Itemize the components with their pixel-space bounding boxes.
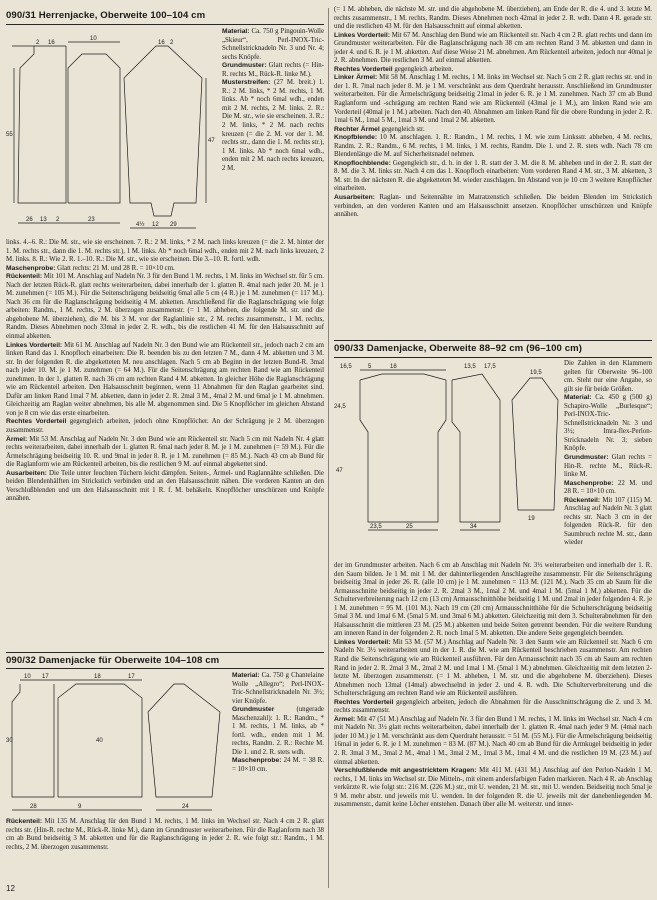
dim-label: 47 — [208, 138, 215, 144]
dim-label: 19 — [528, 516, 535, 522]
text-block-33-instructions — [334, 562, 652, 896]
section-title-090-33: 090/33 Damenjacke, Oberweite 88–92 cm (96–100 cm) — [334, 343, 583, 354]
para-label: Grundmuster — [232, 706, 275, 714]
section-title-090-32: 090/32 Damenjacke für Oberweite 104–108 cm — [6, 655, 220, 666]
dim-label: 23 — [88, 217, 95, 223]
dim-label: 2 — [56, 217, 60, 223]
text-block-33-materials — [564, 360, 652, 560]
section-rule — [6, 668, 324, 669]
para-text: Gegengleich str., d. h. in der 1. R. statt der 3. M. die 8. M. abheben und in der 2. R. statt der 8. M. die 3. M. links str. Nach 4 cm das 1. Knopfloch einarbeiten: Vom vorderen Rand 4 M. str., 3 M. abketten, 3 M. str. In der nächsten R. die abgeketteten M. wieder zuschlagen. Im Abstand von je 10 cm 3 weitere Knopflöcher einarbeiten. — [334, 159, 652, 193]
section-rule — [6, 24, 324, 25]
para-text: Mit 67 M. Anschlag den Bund wie am Rückenteil str. Nach 4 cm 2 R. glatt rechts und dann im Grundmuster weiterarbeiten. Für die Raglanschrägung nach 38 cm am rechten Rand 3 M. abketten und dann in jeder 4. und 6. R. je 1 M. abketten. Auf diese Weise 21 M. abnehmen. Am Rückenteil arbeiten, jedoch nur 40mal je 2. R. abnehmen. Die restlichen 3 M. auf einmal abketten. — [334, 31, 652, 65]
dim-label: 4½ — [136, 222, 145, 228]
para-label: Maschenprobe: — [6, 264, 56, 272]
dim-label: 55 — [6, 132, 13, 138]
dim-label: 12 — [152, 222, 159, 228]
dim-label: 26 — [26, 217, 33, 223]
dim-label: 16,5 — [340, 364, 352, 370]
text-block-32-instructions — [6, 818, 324, 880]
para-text: gegengleich str. — [379, 125, 425, 133]
dim-label: 13,5 — [464, 364, 476, 370]
para-label: Material: — [564, 394, 592, 402]
para-text: der im Grundmuster arbeiten. Nach 6 cm ab Anschlag mit Nadeln Nr. 3½ weiterarbeiten und innerhalb der 1. R. den Saum bilden. Je 1 M. mit 1 M. der dahinterliegenden Anschlagreihe zusammenstr. Für die Seitenschrägung beidseitig 3mal in jeder 26. R. (alle 10 cm) je 1 M. zunehmen = 113 M. (121 M.). Nach 35 cm ab Saum für die Armausschnitte beidseitig in jeder 2. R. 2mal 3 M., 1mal 2 M. und 4mal 1 M. (5mal 1 M.) abketten. Für die Schulterverbreiterung nach 12 cm (13 cm) Armausschnitthöhe beidseitig 1 M. und 2mal in jeder folgenden 4. R. je 1 M. zunehmen = 95 M. (101 M.). Nach 19 cm (20 cm) Armausschnitthöhe für die Schulterschrägung beidseitig 5mal 3 M. und 1mal 6 M. (5mal 5 M. und 3mal 6 M.) abketten. Gleichzeitig mit dem 3. Schulterabnehmen für den Halsausschnitt die mittleren 23 M. (25 M.) abketten und beide Seiten getrennt beenden. Für die weitere Rundung am inneren Rand in der folgenden 2. R. noch 1mal 5 M. abketten. Die andere Seite gegengleich beenden. — [334, 562, 652, 638]
para-label: Rechtes Vorderteil — [334, 65, 393, 73]
para-text: (= 1 M. abheben, die nächste M. str. und die abgehobene M. überziehen), am Ende der R. die 4. und 3. letzte M. rechts zusammenstr., 1 M. rechts, Randm. Dieses Abnehmen noch 42mal in jeder 2. R. wdh. Dann 4 R. gerade str. und die restlichen 43 M. für den Halsausschnitt auf einmal abketten. — [334, 6, 652, 31]
pattern-diagram-damenjacke-88 — [334, 360, 562, 536]
para-label: Linker Ärmel: — [334, 74, 378, 82]
dim-label: 18 — [390, 364, 397, 370]
para-label: Knopflochblende: — [334, 159, 391, 167]
para-text: Ca. 450 g (500 g) Schapiro-Wolle „Burlesque“; Perl-INOX-Tric-Schnellstricknadeln Nr. 3 und 3½; Imra-flex-Perlon-Stricknadeln Nr. 3; sieben Knöpfe. — [564, 394, 652, 453]
para-label: Maschenprobe: — [232, 757, 282, 765]
para-text: Raglan- und Seitennähte im Matratzenstich schließen. Die beiden Blenden im Strickstich verbinden, an den vorderen Kanten und am Halsausschnitt ansetzen. Knopflöcher umschürzen und Knöpfe annähen. — [334, 194, 652, 219]
section-rule — [334, 357, 652, 358]
para-label: Linkes Vorderteil: — [334, 638, 391, 646]
para-label: Rechter Ärmel — [334, 125, 380, 133]
para-label: Ausarbeiten: — [334, 194, 375, 202]
dim-label: 23,5 — [370, 524, 382, 530]
para-label: Musterstreifen: — [222, 79, 271, 87]
dim-label: 30 — [6, 738, 13, 744]
dim-label: 24 — [182, 804, 189, 810]
dim-label: 16 — [48, 40, 55, 46]
para-label: Ausarbeiten: — [6, 469, 47, 477]
dim-label: 16 — [158, 40, 165, 46]
dim-label: 24,5 — [334, 404, 346, 410]
para-text: gegengleich arbeiten. — [392, 65, 454, 73]
dim-label: 9 — [78, 804, 82, 810]
para-text: Glatt rechts = Hin-R. rechte M., Rück-R. linke M. — [564, 454, 652, 479]
dim-label: 17,5 — [484, 364, 496, 370]
section-rule — [6, 652, 324, 653]
para-text: Die Teile unter feuchten Tüchern leicht dämpfen. Seiten-, Ärmel- und Raglannähte schließen. Die beiden Blendenhälften im Strickstich verbinden und an den Halsausschnitt nähen. Die vorderen Kanten an den Verschlußblenden und um den Halsausschnitt mit 1 R. f. M. behäkeln. Knopflöcher umschürzen und Knöpfe annähen. — [6, 469, 324, 503]
text-block-31-materials — [222, 28, 324, 238]
para-text: links. 4.–6. R.: Die M. str., wie sie erscheinen. 7. R.: 2 M. links, * 2 M. nach links kreuzen (= die 2. M. hinter der 1. M. rechts str., dann die 1. M. rechts str.), 1 M. links. Ab * noch 6mal wdh., enden mit 2 M. nach links kreuzen, 2 M. links. 8. R.: Wie 2. R. 1.–10. R.: Die M. str., wie sie erscheinen. Die 3.–10. R. fortl. wdh. — [6, 239, 324, 264]
text-block-32-materials — [232, 672, 324, 812]
text-block-32-continuation — [334, 6, 652, 340]
column-divider — [328, 8, 329, 888]
dim-label: 10 — [90, 36, 97, 42]
para-label: Knopfblende: — [334, 134, 378, 142]
dim-label: 25 — [406, 524, 413, 530]
para-label: Material: — [222, 28, 250, 35]
text-block-31-instructions — [6, 239, 324, 649]
para-text: gegengleich arbeiten, jedoch die Abnahmen für die Ausschnittschrägung die 2. und 3. M. rechts zusammenstr. — [334, 698, 652, 715]
para-text: Mit 135 M. Anschlag für den Bund 1 M. rechts, 1 M. links im Wechsel str. Nach 4 cm 2 R. glatt rechts str. (Hin-R. rechte M., Rück-R. linke M.), dann im Grundmuster weiterarbeiten. Für die Raglanform nach 38 cm ab Bund beidseitig 3 M. abketten und für die Raglanschrägung in jeder 2. R. wie folgt str.: Randm., 1 M. rechts, 2 M. überzogen zusammenstr. — [6, 818, 324, 851]
para-text: Die Zahlen in den Klammern gelten für Oberweite 96–100 cm. Steht nur eine Angabe, so gilt sie für beide Größen. — [564, 360, 652, 393]
para-label: Linkes Vorderteil: — [6, 341, 63, 349]
para-text: Mit 47 (51 M.) Anschlag auf Nadeln Nr. 3 für den Bund 1 M. rechts, 1 M. links im Wechsel str. Nach 4 cm mit Nadeln Nr. 3½ glatt rechts weiterarbeiten, dabei innerhalb der 1. glatten R. 4mal nach jeder 9 M. (4mal nach jeder 10 M.) je 1 M. verschränkt aus dem Querdraht herausstr. = 51 M. (55 M.). Für die Ärmelschrägung beidseitig 16mal in jeder 6. R. je 1 M. zunehmen = 83 M. (87 M.). Nach 40 cm ab Bund für die Armkugel beidseitig in jeder 2. R. 3mal 3 M., 3mal 2 M., 4mal 1 M., 3mal 2 M., 1mal 3 M., 1mal 4 M. und die restlichen 19 M. (23 M.) auf einmal abketten. — [334, 715, 652, 766]
dim-label: 2 — [170, 40, 174, 46]
dim-label: 18 — [94, 674, 101, 680]
dim-label: 40 — [96, 738, 103, 744]
section-title-090-31: 090/31 Herrenjacke, Oberweite 100–104 cm — [6, 10, 206, 21]
para-label: Maschenprobe: — [564, 479, 614, 487]
para-label: Verschlußblende mit angestricktem Kragen: — [334, 767, 477, 775]
dim-label: 34 — [470, 524, 477, 530]
para-text: Mit 411 M. (431 M.) Anschlag auf den Perlon-Nadeln 1 M. rechts, 1 M. links im Wechsel str. Die Mitteln-, mit einem andersfarbigen Faden markieren. Nach 4 R. ab Anschlag verkürzte R. wie folgt str.: 216 M. (226 M.) str., mit U. wenden, 21 M. str., mit U. wenden. Beidseitig noch 5mal je 9 M. mehr abstr. und jeweils mit U. wenden. In der folgenden R. die U. jeweils mit der danebenliegenden M. zusammenstr., damit keine Löcher entstehen. Danach über alle M. weiterstr. und inner- — [334, 767, 652, 809]
para-text: Mit 107 (115) M. Anschlag auf Nadeln Nr. 3 glatt rechts str. Nach 3 cm in der folgenden Rück-R. für den Saumbruch rechte M. str., dann wieder — [564, 496, 652, 547]
para-text: (ungerade Maschenzahl): 1. R.: Randm., * 1 M. rechts, 1 M. links, ab * fortl. wdh., enden mit 1 M. rechts, Randm. 2. R.: Rechte M. Die 1. und 2. R. stets wdh. — [232, 706, 324, 756]
section-rule — [334, 340, 652, 341]
para-label: Ärmel: — [334, 715, 356, 723]
para-text: gegengleich arbeiten, jedoch ohne Knopflöcher. An der Schrägung je 2 M. überzogen zusammenstr. — [6, 418, 324, 435]
para-label: Grundmuster: — [222, 62, 267, 70]
para-text: Mit 58 M. Anschlag 1 M. rechts, 1 M. links im Wechsel str. Nach 5 cm 2 R. glatt rechts str. und in der 1. R. 7mal nach jeder 8. M. je 1 M. verschränkt aus dem Querdraht herausstr. Anschließend im Grundmuster weiterarbeiten. Für die Ärmelschrägung beidseitig 21mal in jeder 6. R. je 1 M. zunehmen. Nach 37 cm ab Bund Raglanform und -schrägung am rechten Rand wie am Rückenteil (43mal je 1 M.), am linken Rand wie am Vorderteil (40mal je 1 M.) arbeiten. Nach den 40. Abnahmen am linken Rand für die obere Rundung in jeder 2. R. 1mal 6 M., 1mal 5 M., 1mal 3 M. und 1mal 2 M. abketten. — [334, 74, 652, 125]
para-label: Rückenteil: — [564, 496, 601, 504]
para-label: Rechtes Vorderteil — [6, 418, 67, 426]
para-label: Rückenteil: — [6, 818, 43, 825]
para-text: Mit 53 M. (57 M.) Anschlag auf Nadeln Nr. 3 den Saum wie am Rückenteil str. Nach 6 cm Nadeln Nr. 3½ weiterarbeiten und in der 1. R. die M. wie am Rückenteil beschrieben zusammenstr. Am rechten Rand die Seitenschrägung wie am Rückenteil ausführen. Für den Armausschnitt nach 35 cm ab Saum am rechten Rand in jeder 2. R. 2mal 3 M., 2mal 2 M. und 1mal 1 M. (5mal 1 M.) abnehmen. Gleichzeitig mit dem letzten 2-letzte M. überzogen zusammenstr. (= 1 M. abheben, 1 M. str. und die abgehobene M. überziehen). Dieses Abnehmen noch 13mal (14mal) abwechselnd in jeder 2. und 4. R. wdh. Die Schulterverbreiterung und die Schulterschrägung am rechten Rand wie am Rückenteil ausführen. — [334, 638, 652, 698]
dim-label: 17 — [128, 674, 135, 680]
para-text: (27 M. breit.) 1. R.: 2 M. links, * 2 M. rechts, 1 M. links. Ab * noch 6mal wdh., enden mit 2 M. rechts, 2 M. links. 2. R.: Die M. str., wie sie erscheinen. 3. R.: 2 M. links, * 2 M. nach rechts kreuzen (= die 2. M. vor der 1. M. rechts str., dann die 1. M. rechts str.), 1 M. links. Ab * noch 6mal wdh., enden mit 2 M. nach rechts kreuzen, 2 M. — [222, 79, 324, 172]
dim-label: 17 — [42, 674, 49, 680]
para-label: Grundmuster: — [564, 454, 609, 462]
dim-label: 28 — [30, 804, 37, 810]
dim-label: 10 — [24, 674, 31, 680]
para-label: Ärmel: — [6, 435, 28, 443]
para-label: Material: — [232, 672, 260, 679]
para-label: Linkes Vorderteil: — [334, 31, 390, 39]
para-text: Mit 61 M. Anschlag auf Nadeln Nr. 3 den Bund wie am Rückenteil str., jedoch nach 2 cm am linken Rand das 1. Knopfloch einarbeiten: Die R. beenden bis zu den letzten 7 M., dann 4 M. abketten und 3 M. str. In der folgenden R. die abgeketteten M. neu anschlagen. Nach 5 cm ab Beginn in der letzten Bund-R. 3mal nach jeder 10. M. je 1 M. zunehmen (= 64 M.). Für die Seitenschrägung am rechten Rand wie am Rückenteil zunehmen. In der 1. glatten R. nach 36 cm am rechten Rand 4 M. abketten. In gleicher Höhe die Raglanschrägung wie am Rückenteil arbeiten. Den Halsausschnitt beginnen, wenn 11 Abnahmen für den Raglan gearbeitet sind. Dafür am linken Rand 1mal 7 M. abketten, dann in jeder 2. R. 2mal 3 M., 4mal 2 M. und 6mal je 1 M. abnehmen. Gleichzeitig am Raglan weiter abnehmen, bis alle M. abgenommen sind. Die 5 Knopflöcher im gleichen Abstand von je 8 cm wie das erste einarbeiten. — [6, 341, 324, 417]
para-text: Mit 101 M. Anschlag auf Nadeln Nr. 3 für den Bund 1 M. rechts, 1 M. links im Wechsel str. für 5 cm. Nach der letzten Rück-R. glatt rechts weiterarbeiten, dabei innerhalb der 1. glatten R. 4mal nach jeder 20. M. je 1 M. zunehmen (= 105 M.). Für die Seitenschrägung beidseitig 6mal alle 5 cm (4 R.) je 1 M. zunehmen (= 117 M.). Nach 36 cm für die Raglanschrägung beidseitig 4 M. abketten. Anschließend für die Raglanschrägung wie folgt arbeiten: Randm., 1 M. rechts, 2 M. überzogen zusammenstr. (= 1 M. abheben, die folgende M. str. und die abgehobene M. überziehen), die M. bis 3 M. vor der Raglanlinie str., 2 M. rechts zusammenstr., 1 M. rechts, Randm. Dieses Abnehmen noch 33mal in jeder 2. R. wdh., bis die restlichen 41 M. für den Halsausschnitt auf einmal abketten. — [6, 273, 324, 341]
para-text: Ca. 750 g Chantelaine Wolle „Allegro“; Perl-INOX-Tric-Schnellstricknadeln Nr. 3½; vier Knöpfe. — [232, 672, 324, 705]
para-text: Glatt rechts (= Hin-R. rechts M., Rück-R. linke M.). — [222, 62, 324, 78]
dim-label: 19,5 — [530, 370, 542, 376]
dim-label: 5 — [368, 364, 372, 370]
para-text: Ca. 750 g Pingouin-Wolle „Skieur“, Perl-INOX-Tric-Schnellstricknadeln Nr. 3 und Nr. 4; sechs Knöpfe. — [222, 28, 324, 61]
page-number: 12 — [6, 884, 15, 893]
pattern-diagram-herrenjacke — [6, 28, 222, 236]
para-text: 22 M. und 28 R. = 10×10 cm. — [564, 479, 652, 496]
para-label: Rechtes Vorderteil — [334, 698, 394, 706]
para-text: 10 M. anschlagen. 1. R.: Randm., 1 M. rechts, 1 M. wie zum Linksstr. abheben, 4 M. rechts, Randm. 2. R.: Randm., 6 M. rechts, 1 M. links, 1 M. rechts, Randm. Die 1. und 2. R. stets wdh. Nach 78 cm Blendenlänge die M. auf Sicherheitsnadel nehmen. — [334, 134, 652, 159]
para-text: Mit 53 M. Anschlag auf Nadeln Nr. 3 den Bund wie am Rückenteil str. Nach 5 cm mit Nadeln Nr. 4 glatt rechts weiterarbeiten, dabei innerhalb der 1. glatten R. 6mal nach jeder 8. M. je 1 M. zunehmen (= 59 M.). Für die Ärmelschrägung beidseitig 10. R. und 9mal in jeder 8. R. je 1 M. zunehmen (= 85 M.). Nach 43 cm ab Bund für die Raglanform wie am Rückenteil arbeiten, bis die restlichen 9 M. auf einmal abgekettet sind. — [6, 435, 324, 469]
dim-label: 13 — [40, 217, 47, 223]
para-text: Glatt rechts: 21 M. und 28 R. = 10×10 cm. — [55, 264, 175, 272]
dim-label: 47 — [336, 468, 343, 474]
dim-label: 29 — [170, 222, 177, 228]
dim-label: 2 — [36, 40, 40, 46]
para-text: 24 M. = 38 R. = 10×10 cm. — [232, 757, 324, 774]
para-label: Rückenteil: — [6, 273, 43, 281]
pattern-diagram-damenjacke-104 — [6, 672, 228, 822]
